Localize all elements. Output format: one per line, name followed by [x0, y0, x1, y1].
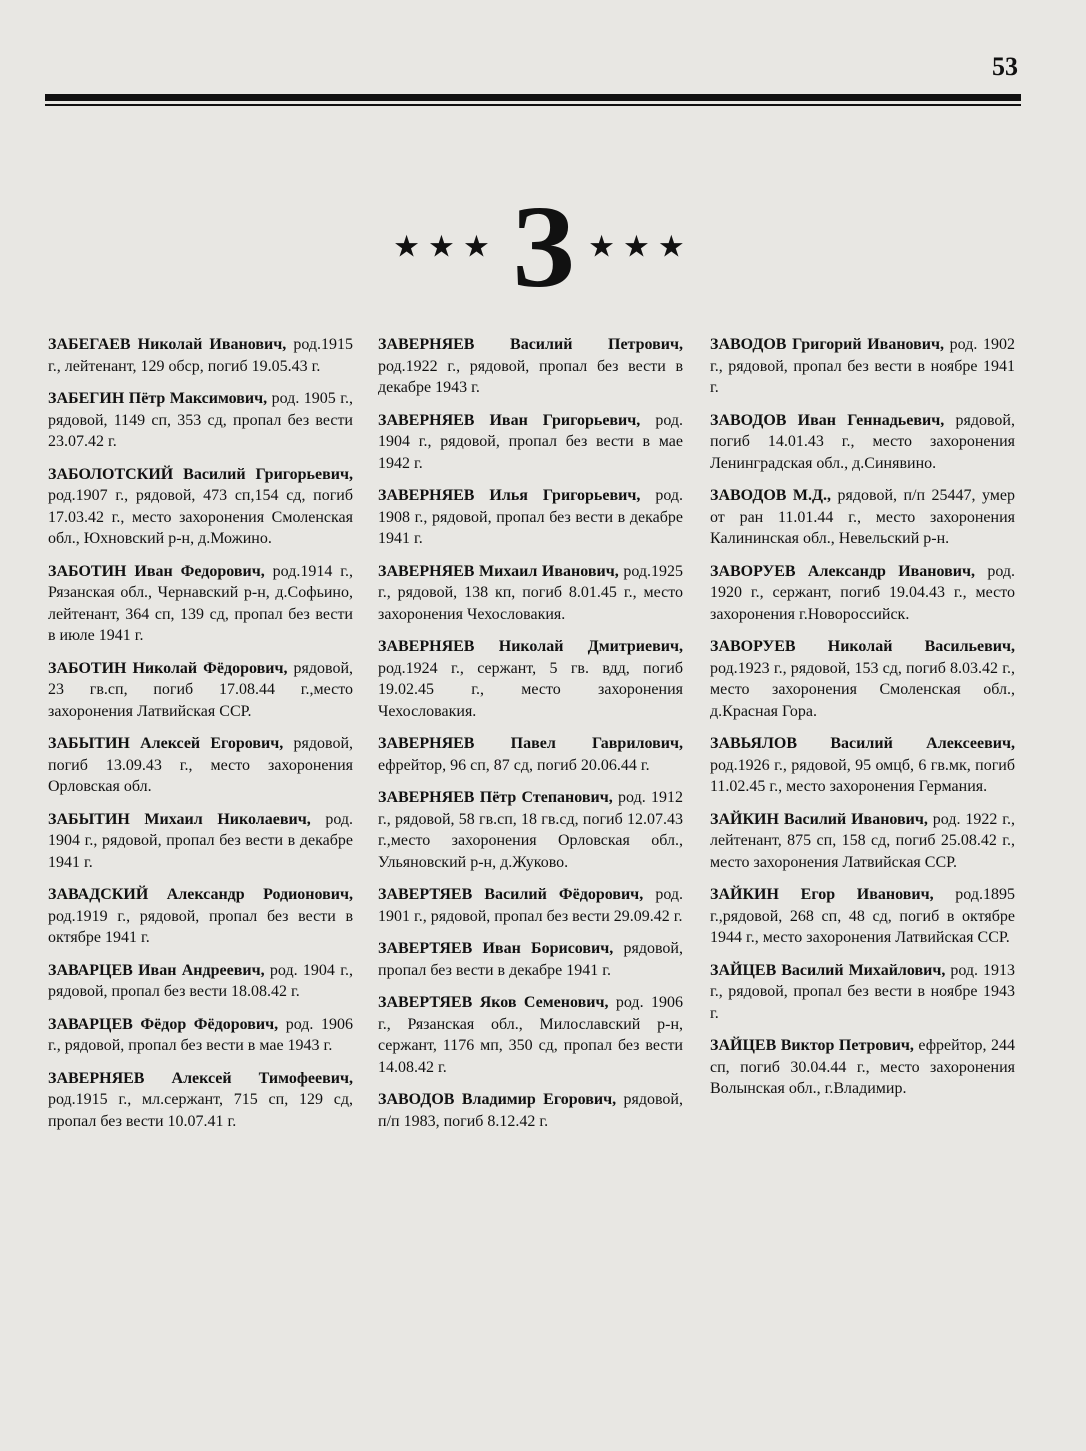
entry: [378, 636, 683, 722]
entry-name: ЗАЙЦЕВ Василий Михайлович,: [710, 961, 946, 979]
entry-text: род.1907 г., рядовой, 473 сп,154 сд, погиб 17.03.42 г., место захоронения Смоленская обл., Юхновский р-н, д.Можино.: [48, 487, 353, 547]
entry-name: ЗАВАРЦЕВ Иван Андреевич,: [48, 961, 265, 979]
entry: [48, 561, 353, 647]
entry: [710, 733, 1015, 798]
entry-name: ЗАВЕРНЯЕВ Илья Григорьевич,: [378, 487, 641, 504]
entry-name: ЗАВЕРТЯЕВ Иван Борисович,: [378, 940, 614, 957]
entry: [378, 334, 683, 399]
entry-text: рядовой, п/п 25447, умер от ран 11.01.44 г., место захоронения Калининская обл., Невельский р-н.: [710, 487, 1015, 547]
entry-text: род. 1902 г., рядовой, пропал без вести в ноябре 1941 г.: [710, 336, 1015, 396]
entry: [48, 1014, 353, 1057]
section-letter: З: [511, 181, 575, 312]
entry-name: ЗАВАДСКИЙ Александр Родионович,: [48, 886, 353, 903]
entry-text: род.1919 г., рядовой, пропал без вести в октябре 1941 г.: [48, 907, 353, 946]
entry: [710, 960, 1015, 1025]
entry-name: ЗАВОРУЕВ Николай Васильевич,: [710, 638, 1015, 655]
entry-text: род.1915 г., лейтенант, 129 обср, погиб 19.05.43 г.: [48, 336, 353, 375]
entry-text: род. 1906 г., рядовой, пропал без вести в мае 1943 г.: [48, 1015, 353, 1054]
entry: [378, 733, 683, 776]
entry-name: ЗАБОЛОТСКИЙ Василий Григорьевич,: [48, 465, 353, 483]
stars-left: ★★★: [393, 229, 498, 265]
entry-text: род. 1908 г., рядовой, пропал без вести в декабре 1941 г.: [378, 487, 683, 547]
entry-text: род.1922 г., рядовой, пропал без вести в декабре 1943 г.: [378, 357, 683, 396]
entry-text: род.1915 г., мл.сержант, 715 сп, 129 сд, пропал без вести 10.07.41 г.: [48, 1091, 353, 1130]
column-1: [48, 334, 353, 1143]
entry: [48, 884, 353, 949]
entry-name: ЗАБЕГИН Пётр Максимович,: [48, 390, 268, 407]
entry-text: рядовой, п/п 1983, погиб 8.12.42 г.: [378, 1091, 683, 1130]
entry-text: род. 1913 г., рядовой, пропал без вести в ноябре 1943 г.: [710, 961, 1015, 1022]
entry-name: ЗАВОДОВ Владимир Егорович,: [378, 1091, 617, 1108]
entry-text: род.1914 г., Рязанская обл., Чернавский р-н, д.Софьино, лейтенант, 364 сп, 139 сд, пропал без вести в июле 1941 г.: [48, 562, 354, 644]
entry-name: ЗАЙКИН Егор Иванович,: [710, 886, 934, 903]
entry: [48, 334, 353, 377]
entry-text: род. 1906 г., Рязанская обл., Милославский р-н, сержант, 1176 мп, 350 сд, пропал без вести 14.08.42 г.: [378, 994, 683, 1076]
entry: [378, 561, 683, 626]
entry: [48, 388, 353, 453]
entry: [710, 884, 1015, 949]
entry-name: ЗАВЕРТЯЕВ Василий Фёдорович,: [378, 886, 644, 903]
entry-text: род. 1922 г., лейтенант, 875 сп, 158 сд, погиб 25.08.42 г., место захоронения Латвийская ССР.: [710, 810, 1015, 871]
section-letter-header: [0, 181, 1086, 312]
entry-text: род. 1904 г., рядовой, пропал без вести в декабре 1941 г.: [48, 810, 353, 871]
entry: [378, 410, 683, 475]
entry-text: род. 1912 г., рядовой, 58 гв.сп, 18 гв.сд, погиб 12.07.43 г.,место захоронения Орловская обл., Ульяновский р-н, д.Жуково.: [378, 789, 683, 871]
entry: [378, 485, 683, 550]
entry: [378, 1089, 683, 1132]
entry-text: ефрейтор, 96 сп, 87 сд, погиб 20.06.44 г.: [378, 756, 650, 774]
entry: [48, 733, 353, 798]
entry-name: ЗАБОТИН Иван Федорович,: [48, 562, 265, 580]
entry-text: рядовой, пропал без вести в декабре 1941 г.: [378, 940, 683, 979]
entry-name: ЗАВОДОВ М.Д.,: [710, 487, 832, 504]
entry-name: ЗАВЕРНЯЕВ Иван Григорьевич,: [378, 411, 641, 429]
entry-text: род. 1920 г., сержант, погиб 19.04.43 г., место захоронения г.Новороссийск.: [710, 562, 1015, 623]
entry-text: род.1925 г., рядовой, 138 кп, погиб 8.01.45 г., место захоронения Чехословакия.: [378, 562, 683, 623]
entry-name: ЗАВОДОВ Григорий Иванович,: [710, 336, 945, 353]
entry: [710, 1035, 1015, 1100]
entry: [378, 992, 683, 1078]
entry-name: ЗАВЕРНЯЕВ Николай Дмитриевич,: [378, 638, 683, 655]
entry-text: род. 1905 г., рядовой, 1149 сп, 353 сд, пропал без вести 23.07.42 г.: [48, 390, 354, 450]
entry-text: род.1923 г., рядовой, 153 сд, погиб 8.03.42 г., место захоронения Смоленская обл., д.Красная Гора.: [710, 659, 1015, 720]
entry-name: ЗАБЫТИН Алексей Егорович,: [48, 735, 284, 752]
entry-name: ЗАВЕРНЯЕВ Пётр Степанович,: [378, 789, 613, 806]
entry-name: ЗАВЕРТЯЕВ Яков Семенович,: [378, 994, 609, 1011]
entry-name: ЗАВЕРНЯЕВ Василий Петрович,: [378, 336, 683, 353]
entry-name: ЗАВЕРНЯЕВ Алексей Тимофеевич,: [48, 1069, 353, 1087]
entry-name: ЗАВОДОВ Иван Геннадьевич,: [710, 411, 945, 429]
entry: [48, 464, 353, 550]
entry: [48, 960, 353, 1003]
entry-text: род. 1904 г., рядовой, пропал без вести в мае 1942 г.: [378, 411, 683, 472]
entry-text: рядовой, погиб 14.01.43 г., место захоронения Ленинградская обл., д.Синявино.: [710, 411, 1015, 472]
entry: [48, 658, 353, 723]
entry-name: ЗАЙЦЕВ Виктор Петрович,: [710, 1037, 914, 1054]
entry: [48, 809, 353, 874]
entry: [378, 938, 683, 981]
entry-name: ЗАЙКИН Василий Иванович,: [710, 810, 928, 828]
entry: [48, 1068, 353, 1133]
column-2: [378, 334, 683, 1143]
entry: [710, 485, 1015, 550]
entry: [710, 636, 1015, 722]
entry-name: ЗАВЕРНЯЕВ Павел Гаврилович,: [378, 735, 683, 752]
column-3: [710, 334, 1015, 1111]
header-rule-thick: [45, 94, 1021, 101]
entry-name: ЗАБЫТИН Михаил Николаевич,: [48, 810, 311, 828]
entry-name: ЗАВАРЦЕВ Фёдор Фёдорович,: [48, 1015, 279, 1033]
stars-right: ★★★: [588, 229, 693, 265]
entry: [710, 561, 1015, 626]
entry: [710, 334, 1015, 399]
entry-name: ЗАВЕРНЯЕВ Михаил Иванович,: [378, 562, 619, 580]
entry: [710, 410, 1015, 475]
entry-text: род.1924 г., сержант, 5 гв. вдд, погиб 19.02.45 г., место захоронения Чехословакия.: [378, 659, 683, 720]
entry: [378, 787, 683, 873]
entry-text: род. 1901 г., рядовой, пропал без вести 29.09.42 г.: [378, 886, 684, 925]
entry: [378, 884, 683, 927]
entry-text: род.1926 г., рядовой, 95 омцб, 6 гв.мк, погиб 11.02.45 г., место захоронения Германия.: [710, 756, 1015, 795]
page-number: 53: [992, 52, 1018, 81]
entry-name: ЗАБОТИН Николай Фёдорович,: [48, 659, 288, 677]
entry-name: ЗАБЕГАЕВ Николай Иванович,: [48, 336, 287, 353]
entry: [710, 809, 1015, 874]
header-rule-thin: [45, 104, 1021, 106]
entry-name: ЗАВЬЯЛОВ Василий Алексеевич,: [710, 735, 1015, 752]
entry-text: ефрейтор, 244 сп, погиб 30.04.44 г., место захоронения Волынская обл., г.Владимир.: [710, 1037, 1016, 1097]
entry-text: род.1895 г.,рядовой, 268 сп, 48 сд, погиб в октябре 1944 г., место захоронения Латвийская ССР.: [710, 886, 1015, 946]
entry-text: рядовой, 23 гв.сп, погиб 17.08.44 г.,место захоронения Латвийская ССР.: [48, 659, 354, 720]
entry-text: род. 1904 г., рядовой, пропал без вести 18.08.42 г.: [48, 961, 354, 1000]
entry-text: рядовой, погиб 13.09.43 г., место захоронения Орловская обл.: [48, 735, 354, 795]
entry-name: ЗАВОРУЕВ Александр Иванович,: [710, 562, 975, 580]
